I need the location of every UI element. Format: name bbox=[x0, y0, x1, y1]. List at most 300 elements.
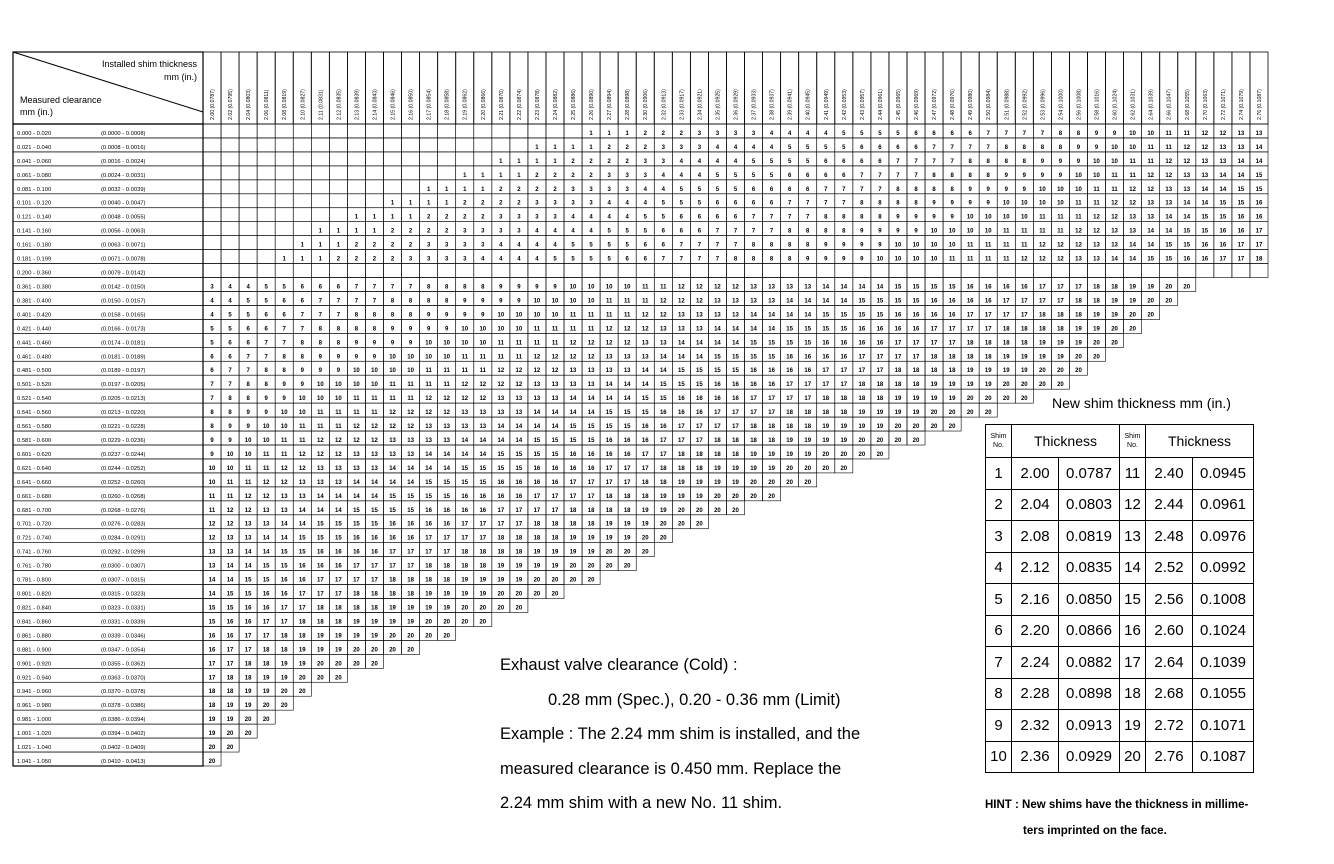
shim-cell bbox=[311, 194, 329, 208]
shim-cell-value: 4 bbox=[697, 172, 702, 179]
shim-cell-value: 13 bbox=[678, 312, 685, 319]
shim-cell-value: 10 bbox=[389, 354, 396, 361]
shim-cell-value: 8 bbox=[354, 326, 359, 333]
shim-cell-value: 7 bbox=[860, 172, 864, 179]
shim-cell-value: 16 bbox=[930, 312, 938, 319]
shim-cell bbox=[329, 138, 347, 152]
shim-cell-value: 16 bbox=[262, 591, 270, 598]
shim-number: 6 bbox=[986, 615, 1012, 647]
shim-cell-value: 1 bbox=[318, 242, 323, 249]
shim-cell-value: 13 bbox=[533, 382, 541, 389]
shim-cell-value: 5 bbox=[842, 144, 846, 151]
shim-cell-value: 15 bbox=[786, 340, 793, 347]
shim-cell bbox=[257, 264, 275, 278]
shim-cell-value: 17 bbox=[551, 507, 559, 514]
shim-cell-value: 5 bbox=[842, 130, 846, 137]
shim-cell-value: 20 bbox=[1002, 382, 1010, 389]
shim-thickness-mm: 2.28 bbox=[1012, 678, 1059, 710]
measured-range-mm: 0.721 - 0.740 bbox=[17, 535, 52, 542]
shim-cell bbox=[311, 208, 329, 222]
shim-cell-value: 7 bbox=[210, 382, 214, 389]
shim-cell-value: 13 bbox=[479, 424, 487, 431]
shim-cell-value: 13 bbox=[262, 521, 270, 528]
shim-cell-value: 19 bbox=[569, 535, 577, 542]
shim-cell-value: 9 bbox=[246, 424, 250, 431]
shim-cell-value: 8 bbox=[336, 326, 341, 333]
shim-cell-value: 16 bbox=[479, 507, 487, 514]
shim-cell-value: 8 bbox=[300, 354, 304, 361]
shim-cell-value: 17 bbox=[641, 451, 649, 458]
shim-cell bbox=[402, 152, 420, 166]
shim-cell-value: 10 bbox=[1093, 158, 1100, 165]
shim-cell-value: 20 bbox=[280, 689, 288, 696]
shim-cell-value: 18 bbox=[822, 396, 830, 403]
measured-range-in: (0.0331 - 0.0339) bbox=[101, 619, 146, 626]
measured-range-mm: 0.761 - 0.780 bbox=[17, 563, 52, 570]
shim-cell-value: 11 bbox=[642, 298, 649, 305]
shim-cell-value: 15 bbox=[497, 451, 505, 458]
shim-cell bbox=[275, 194, 293, 208]
installed-shim-header: 2.42 (0.0953) bbox=[841, 89, 848, 120]
shim-cell bbox=[384, 180, 402, 194]
installed-shim-header: 2.68 (0.1055) bbox=[1184, 89, 1191, 120]
shim-cell-value: 18 bbox=[353, 591, 360, 598]
shim-cell-value: 7 bbox=[372, 298, 377, 305]
shim-cell-value: 18 bbox=[696, 465, 703, 472]
shim-cell bbox=[510, 264, 528, 278]
installed-shim-header: 2.37 (0.0933) bbox=[751, 89, 758, 120]
shim-cell-value: 20 bbox=[497, 591, 505, 598]
shim-cell bbox=[492, 138, 510, 152]
shim-cell-value: 14 bbox=[1183, 200, 1191, 207]
shim-cell bbox=[1015, 264, 1033, 278]
shim-cell-value: 15 bbox=[858, 298, 866, 305]
shim-cell-value: 4 bbox=[661, 172, 665, 179]
shim-cell-value: 15 bbox=[461, 479, 469, 486]
shim-cell bbox=[1160, 264, 1178, 278]
shim-cell-value: 11 bbox=[425, 368, 432, 375]
shim-cell-value: 18 bbox=[371, 605, 378, 612]
shim-cell-value: 5 bbox=[769, 158, 774, 165]
shim-cell-value: 15 bbox=[894, 298, 902, 305]
measured-range-in: (0.0386 - 0.0394) bbox=[101, 717, 146, 724]
shim-cell-value: 14 bbox=[407, 465, 414, 472]
shim-cell-value: 13 bbox=[497, 410, 505, 417]
shim-cell-value: 1 bbox=[426, 200, 431, 207]
shim-cell-value: 12 bbox=[497, 368, 505, 375]
shim-cell-value: 19 bbox=[605, 521, 613, 528]
shim-cell-value: 12 bbox=[226, 521, 234, 528]
shim-cell-value: 19 bbox=[335, 633, 342, 640]
shim-cell-value: 15 bbox=[714, 368, 721, 375]
shim-cell-value: 14 bbox=[280, 535, 288, 542]
shim-cell-value: 12 bbox=[515, 368, 523, 375]
new-shim-row bbox=[986, 458, 1254, 490]
shim-cell-value: 20 bbox=[678, 521, 685, 528]
measured-range-in: (0.0237 - 0.0244) bbox=[101, 451, 146, 458]
shim-thickness-mm: 2.00 bbox=[1012, 458, 1059, 490]
shim-cell-value: 19 bbox=[262, 689, 270, 696]
shim-cell-value: 16 bbox=[1255, 200, 1263, 207]
shim-cell-value: 20 bbox=[1183, 284, 1191, 291]
shim-cell-value: 7 bbox=[300, 312, 304, 319]
shim-cell-value: 16 bbox=[335, 563, 342, 570]
shim-cell bbox=[347, 138, 365, 152]
shim-cell bbox=[402, 138, 420, 152]
shim-cell-value: 6 bbox=[842, 172, 846, 179]
shim-cell-value: 17 bbox=[335, 591, 342, 598]
shim-cell-value: 8 bbox=[968, 158, 972, 165]
shim-cell-value: 1 bbox=[445, 200, 449, 207]
shim-cell bbox=[347, 166, 365, 180]
shim-cell-value: 14 bbox=[1129, 256, 1136, 263]
shim-cell-value: 3 bbox=[643, 158, 647, 165]
shim-cell-value: 12 bbox=[587, 340, 595, 347]
shim-cell-value: 4 bbox=[571, 228, 575, 235]
shim-cell-value: 16 bbox=[966, 298, 974, 305]
shim-cell-value: 15 bbox=[659, 396, 667, 403]
shim-cell bbox=[690, 264, 708, 278]
shim-cell bbox=[384, 152, 402, 166]
shim-cell-value: 13 bbox=[1111, 228, 1118, 235]
shim-cell-value: 20 bbox=[515, 605, 523, 612]
shim-cell-value: 5 bbox=[264, 284, 268, 291]
shim-cell-value: 1 bbox=[426, 186, 431, 193]
shim-cell-value: 16 bbox=[732, 382, 739, 389]
measured-range-in: (0.0063 - 0.0071) bbox=[101, 242, 146, 249]
shim-cell-value: 18 bbox=[497, 535, 505, 542]
measured-range-in: (0.0229 - 0.0236) bbox=[101, 438, 146, 444]
shim-cell-value: 6 bbox=[282, 298, 286, 305]
shim-cell-value: 20 bbox=[226, 745, 234, 752]
shim-cell-value: 16 bbox=[894, 326, 902, 333]
measured-range-in: (0.0016 - 0.0024) bbox=[101, 158, 146, 165]
shim-cell-value: 16 bbox=[912, 312, 920, 319]
shim-cell-value: 10 bbox=[966, 228, 974, 235]
shim-cell-value: 17 bbox=[894, 354, 902, 361]
shim-cell-value: 14 bbox=[678, 354, 685, 361]
shim-cell-value: 19 bbox=[443, 591, 451, 598]
shim-cell-value: 18 bbox=[262, 647, 270, 654]
measured-range-in: (0.0315 - 0.0323) bbox=[101, 591, 146, 598]
shim-cell-value: 15 bbox=[641, 410, 649, 417]
shim-cell-value: 9 bbox=[1058, 172, 1063, 179]
shim-cell-value: 20 bbox=[1111, 326, 1118, 333]
shim-cell bbox=[907, 264, 925, 278]
measured-range-in: (0.0150 - 0.0157) bbox=[101, 298, 146, 305]
shim-cell-value: 13 bbox=[371, 451, 378, 458]
shim-cell-value: 11 bbox=[226, 479, 234, 486]
shim-cell-value: 4 bbox=[246, 284, 250, 291]
shim-cell-value: 3 bbox=[571, 200, 575, 207]
shim-cell-value: 12 bbox=[641, 326, 649, 333]
shim-cell-value: 12 bbox=[262, 493, 270, 500]
shim-cell-value: 16 bbox=[1201, 242, 1209, 249]
measured-range-mm: 0.521 - 0.540 bbox=[17, 396, 52, 403]
shim-cell-value: 14 bbox=[840, 298, 848, 305]
shim-cell-value: 9 bbox=[1022, 172, 1026, 179]
shim-cell bbox=[889, 264, 907, 278]
shim-cell-value: 19 bbox=[208, 731, 216, 738]
shim-cell-value: 8 bbox=[860, 200, 864, 207]
shim-cell-value: 10 bbox=[1075, 186, 1082, 193]
shim-cell-value: 8 bbox=[282, 354, 286, 361]
shim-cell-value: 7 bbox=[914, 158, 918, 165]
shim-cell-value: 16 bbox=[443, 521, 451, 528]
shim-cell-value: 18 bbox=[1093, 298, 1100, 305]
shim-cell-value: 19 bbox=[497, 577, 505, 584]
shim-thickness-mm: 2.48 bbox=[1146, 521, 1193, 553]
shim-cell-value: 19 bbox=[551, 549, 559, 556]
shim-cell bbox=[275, 264, 293, 278]
shim-cell-value: 17 bbox=[714, 410, 721, 417]
shim-cell-value: 1 bbox=[390, 200, 395, 207]
shim-cell-value: 6 bbox=[842, 158, 846, 165]
shim-cell-value: 6 bbox=[806, 186, 810, 193]
shim-cell-value: 16 bbox=[569, 451, 577, 458]
shim-cell-value: 19 bbox=[371, 633, 378, 640]
shim-cell-value: 17 bbox=[389, 549, 396, 556]
shim-cell-value: 20 bbox=[623, 563, 631, 570]
shim-cell-value: 7 bbox=[751, 228, 756, 235]
shim-cell-value: 12 bbox=[461, 382, 469, 389]
shim-thickness-mm: 2.12 bbox=[1012, 552, 1059, 584]
shim-cell-value: 5 bbox=[715, 186, 720, 193]
shim-cell-value: 17 bbox=[208, 675, 216, 682]
shim-cell-value: 16 bbox=[930, 298, 938, 305]
shim-cell bbox=[997, 264, 1015, 278]
shim-cell-value: 6 bbox=[246, 326, 250, 333]
shim-cell-value: 11 bbox=[1039, 214, 1046, 221]
shim-cell-value: 10 bbox=[912, 242, 920, 249]
shim-cell-value: 9 bbox=[932, 214, 936, 221]
measured-range-in: (0.0244 - 0.0252) bbox=[101, 465, 146, 472]
measured-range-mm: 0.541 - 0.560 bbox=[17, 410, 52, 417]
shim-cell bbox=[257, 208, 275, 222]
shim-cell-value: 8 bbox=[787, 228, 792, 235]
shim-cell-value: 8 bbox=[228, 396, 232, 403]
shim-cell bbox=[763, 264, 781, 278]
shim-cell-value: 10 bbox=[443, 340, 451, 347]
shim-cell-value: 20 bbox=[858, 438, 866, 444]
shim-cell-value: 8 bbox=[806, 228, 810, 235]
shim-cell-value: 19 bbox=[858, 410, 866, 417]
shim-cell-value: 10 bbox=[226, 465, 234, 472]
shim-cell-value: 20 bbox=[371, 661, 378, 668]
shim-cell-value: 16 bbox=[1219, 228, 1227, 235]
shim-cell-value: 12 bbox=[389, 424, 396, 431]
shim-cell-value: 6 bbox=[932, 130, 936, 137]
clearance-caption bbox=[500, 648, 940, 821]
shim-thickness-mm: 2.36 bbox=[1012, 741, 1059, 773]
shim-cell-value: 11 bbox=[551, 340, 559, 347]
shim-cell-value: 14 bbox=[533, 424, 541, 431]
installed-shim-header: 2.64 (0.1039) bbox=[1148, 89, 1155, 120]
shim-cell-value: 11 bbox=[479, 354, 486, 361]
shim-cell-value: 6 bbox=[264, 326, 268, 333]
shim-cell-value: 9 bbox=[372, 340, 377, 347]
measured-range-in: (0.0166 - 0.0173) bbox=[101, 326, 146, 333]
measured-range-mm: 0.841 - 0.860 bbox=[17, 619, 52, 626]
shim-cell-value: 17 bbox=[750, 410, 757, 417]
installed-shim-header: 2.11 (0.0831) bbox=[318, 89, 325, 120]
shim-cell-value: 17 bbox=[750, 396, 757, 403]
shim-number: 10 bbox=[986, 741, 1012, 773]
shim-cell-value: 3 bbox=[661, 158, 665, 165]
shim-cell-value: 18 bbox=[840, 396, 848, 403]
shim-cell-value: 6 bbox=[336, 284, 341, 291]
shim-cell-value: 17 bbox=[822, 382, 830, 389]
shim-cell-value: 8 bbox=[264, 368, 268, 375]
shim-cell-value: 7 bbox=[246, 354, 250, 361]
shim-cell-value: 9 bbox=[1076, 144, 1081, 151]
shim-cell-value: 16 bbox=[551, 479, 559, 486]
shim-cell-value: 9 bbox=[481, 312, 485, 319]
shim-cell-value: 18 bbox=[984, 354, 992, 361]
shim-cell-value: 20 bbox=[768, 479, 775, 486]
shim-cell-value: 18 bbox=[244, 675, 252, 682]
shim-cell-value: 18 bbox=[335, 605, 342, 612]
shim-cell-value: 18 bbox=[1255, 256, 1263, 263]
shim-thickness-in: 0.0898 bbox=[1059, 678, 1120, 710]
shim-cell-value: 8 bbox=[408, 312, 413, 319]
shim-cell-value: 7 bbox=[733, 242, 738, 249]
shim-cell-value: 17 bbox=[858, 354, 866, 361]
shim-cell-value: 16 bbox=[208, 647, 216, 654]
shim-cell bbox=[221, 264, 239, 278]
shim-cell-value: 7 bbox=[390, 284, 395, 291]
shim-cell-value: 15 bbox=[840, 312, 848, 319]
shim-cell-value: 9 bbox=[1058, 158, 1063, 165]
shim-cell bbox=[203, 138, 221, 152]
shim-cell-value: 3 bbox=[517, 228, 521, 235]
shim-cell-value: 19 bbox=[804, 451, 812, 458]
shim-cell-value: 16 bbox=[1237, 228, 1245, 235]
shim-cell-value: 12 bbox=[1183, 158, 1191, 165]
shim-cell bbox=[564, 264, 582, 278]
shim-thickness-mm: 2.04 bbox=[1012, 489, 1059, 521]
shim-cell-value: 18 bbox=[786, 410, 793, 417]
shim-cell-value: 19 bbox=[244, 689, 252, 696]
measured-range-in: (0.0402 - 0.0409) bbox=[101, 745, 146, 752]
shim-cell-value: 17 bbox=[696, 438, 703, 444]
shim-cell-value: 19 bbox=[1075, 326, 1082, 333]
shim-cell-value: 12 bbox=[1039, 256, 1046, 263]
shim-cell-value: 7 bbox=[1004, 130, 1008, 137]
shim-cell-value: 17 bbox=[984, 326, 992, 333]
shim-cell-value: 9 bbox=[517, 298, 521, 305]
shim-cell-value: 18 bbox=[353, 605, 360, 612]
shim-cell-value: 16 bbox=[244, 605, 252, 612]
shim-thickness-in: 0.0850 bbox=[1059, 584, 1120, 616]
shim-cell-value: 8 bbox=[1004, 158, 1008, 165]
measured-range-mm: 0.401 - 0.420 bbox=[17, 312, 52, 319]
shim-cell bbox=[708, 264, 726, 278]
shim-cell-value: 16 bbox=[858, 326, 866, 333]
shim-cell-value: 9 bbox=[878, 228, 882, 235]
shim-cell-value: 13 bbox=[587, 368, 595, 375]
shim-cell-value: 12 bbox=[659, 312, 667, 319]
shim-cell-value: 1 bbox=[481, 186, 485, 193]
measured-range-mm: 1.001 - 1.020 bbox=[17, 731, 52, 738]
shim-cell-value: 11 bbox=[1165, 144, 1172, 151]
shim-cell-value: 9 bbox=[390, 326, 395, 333]
shim-cell-value: 11 bbox=[1039, 228, 1046, 235]
shim-cell-value: 13 bbox=[750, 298, 757, 305]
shim-cell-value: 1 bbox=[463, 186, 467, 193]
shim-cell-value: 15 bbox=[822, 326, 830, 333]
new-shim-row bbox=[986, 647, 1254, 679]
installed-shim-header: 2.52 (0.0992) bbox=[1022, 89, 1029, 120]
shim-cell-value: 6 bbox=[787, 186, 792, 193]
measured-range-in: (0.0205 - 0.0213) bbox=[101, 396, 146, 403]
shim-cell-value: 11 bbox=[985, 256, 992, 263]
shim-cell-value: 20 bbox=[984, 396, 992, 403]
shim-cell-value: 14 bbox=[1219, 172, 1227, 179]
shim-cell-value: 11 bbox=[479, 368, 486, 375]
shim-cell-value: 2 bbox=[589, 158, 593, 165]
shim-cell-value: 10 bbox=[280, 424, 288, 431]
shim-cell-value: 11 bbox=[1111, 186, 1118, 193]
shim-cell-value: 17 bbox=[497, 521, 505, 528]
shim-cell-value: 10 bbox=[425, 340, 432, 347]
shim-cell-value: 9 bbox=[228, 424, 232, 431]
shim-cell-value: 5 bbox=[264, 298, 268, 305]
shim-cell-value: 11 bbox=[1003, 242, 1010, 249]
shim-cell-value: 2 bbox=[481, 214, 485, 221]
shim-cell-value: 11 bbox=[1021, 242, 1028, 249]
installed-shim-label: Installed shim thickness bbox=[101, 59, 197, 69]
shim-cell bbox=[420, 124, 438, 138]
shim-cell-value: 19 bbox=[425, 605, 432, 612]
shim-cell-value: 4 bbox=[607, 200, 611, 207]
measured-range-mm: 0.601 - 0.620 bbox=[17, 451, 52, 458]
shim-cell-value: 17 bbox=[569, 493, 577, 500]
shim-cell-value: 17 bbox=[948, 326, 956, 333]
shim-cell-value: 12 bbox=[1075, 228, 1082, 235]
shim-cell bbox=[347, 124, 365, 138]
shim-cell bbox=[438, 166, 456, 180]
shim-cell-value: 1 bbox=[408, 214, 413, 221]
shim-cell-value: 17 bbox=[1002, 298, 1010, 305]
shim-cell-value: 16 bbox=[840, 354, 848, 361]
shim-cell-value: 14 bbox=[768, 326, 775, 333]
shim-cell-value: 11 bbox=[515, 340, 523, 347]
shim-cell-value: 16 bbox=[407, 535, 414, 542]
shim-cell-value: 8 bbox=[878, 214, 882, 221]
shim-cell-value: 17 bbox=[732, 424, 739, 431]
shim-cell-value: 11 bbox=[317, 410, 324, 417]
shim-cell-value: 15 bbox=[298, 535, 306, 542]
shim-cell-value: 12 bbox=[335, 438, 342, 444]
caption-line-4: measured clearance is 0.450 mm. Replace the bbox=[500, 759, 842, 778]
shim-cell-value: 12 bbox=[244, 507, 252, 514]
shim-cell-value: 17 bbox=[966, 312, 974, 319]
shim-cell-value: 5 bbox=[571, 242, 575, 249]
shim-cell-value: 16 bbox=[696, 396, 703, 403]
shim-cell-value: 8 bbox=[408, 298, 413, 305]
shim-cell-value: 12 bbox=[461, 396, 469, 403]
shim-cell bbox=[257, 194, 275, 208]
shim-cell-value: 6 bbox=[860, 144, 864, 151]
shim-cell-value: 11 bbox=[263, 465, 270, 472]
shim-cell-value: 19 bbox=[768, 451, 775, 458]
shim-cell-value: 2 bbox=[625, 158, 629, 165]
shim-cell-value: 7 bbox=[354, 298, 359, 305]
shim-cell-value: 4 bbox=[715, 144, 720, 151]
shim-cell-value: 4 bbox=[228, 298, 232, 305]
shim-cell-value: 4 bbox=[553, 242, 557, 249]
